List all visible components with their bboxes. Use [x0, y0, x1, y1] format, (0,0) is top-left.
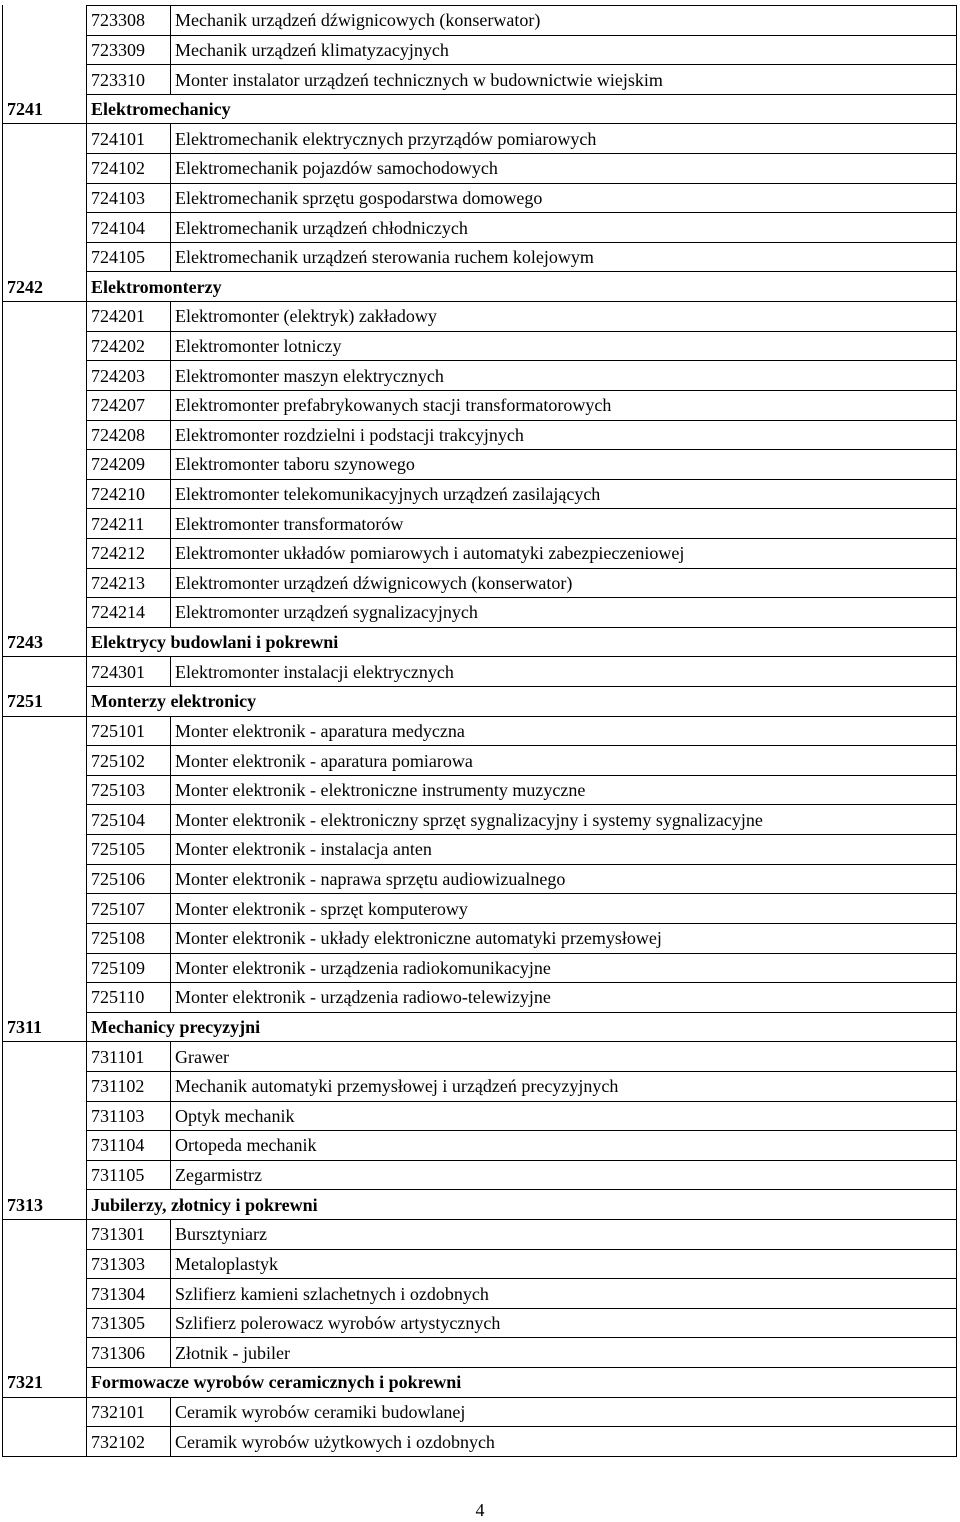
empty-cell: [3, 1160, 87, 1190]
occupation-code: 724213: [87, 568, 171, 598]
occupation-code: 724105: [87, 242, 171, 272]
empty-cell: [3, 1131, 87, 1161]
group-name: Elektromechanicy: [87, 94, 957, 124]
empty-cell: [3, 124, 87, 154]
empty-cell: [3, 1042, 87, 1072]
occupation-code: 724207: [87, 390, 171, 420]
occupation-code: 725101: [87, 716, 171, 746]
occupation-code: 723310: [87, 65, 171, 95]
occupation-row: [3, 1042, 957, 1072]
occupation-name: Elektromonter transformatorów: [171, 509, 957, 539]
occupation-name: Elektromechanik sprzętu gospodarstwa domowego: [171, 183, 957, 213]
occupation-code: 731101: [87, 1042, 171, 1072]
empty-cell: [3, 35, 87, 65]
occupation-row: [3, 242, 957, 272]
occupation-code: 725109: [87, 953, 171, 983]
occupation-name: Złotnik - jubiler: [171, 1338, 957, 1368]
occupation-code: 724104: [87, 213, 171, 243]
occupation-name: Monter elektronik - sprzęt komputerowy: [171, 894, 957, 924]
occupation-code: 725110: [87, 983, 171, 1013]
occupation-name: Szlifierz polerowacz wyrobów artystycznych: [171, 1308, 957, 1338]
occupation-code: 725103: [87, 775, 171, 805]
group-name: Monterzy elektronicy: [87, 687, 957, 717]
group-code: 7251: [3, 687, 87, 717]
occupation-row: [3, 923, 957, 953]
occupation-row: [3, 213, 957, 243]
group-code: 7243: [3, 627, 87, 657]
empty-cell: [3, 479, 87, 509]
empty-cell: [3, 1279, 87, 1309]
occupation-name: Elektromechanik urządzeń chłodniczych: [171, 213, 957, 243]
occupation-row: [3, 154, 957, 184]
group-row: [3, 94, 957, 124]
occupation-name: Mechanik automatyki przemysłowej i urządzeń precyzyjnych: [171, 1071, 957, 1101]
occupation-row: [3, 805, 957, 835]
occupation-code: 724209: [87, 450, 171, 480]
occupation-code: 725108: [87, 923, 171, 953]
occupation-name: Elektromonter lotniczy: [171, 331, 957, 361]
occupation-code: 731103: [87, 1101, 171, 1131]
occupation-code: 724203: [87, 361, 171, 391]
occupation-code-table: [2, 5, 957, 1457]
group-code: 7321: [3, 1368, 87, 1398]
empty-cell: [3, 450, 87, 480]
occupation-name: Elektromonter prefabrykowanych stacji transformatorowych: [171, 390, 957, 420]
group-code: 7311: [3, 1012, 87, 1042]
occupation-row: [3, 1131, 957, 1161]
occupation-name: Elektromonter maszyn elektrycznych: [171, 361, 957, 391]
occupation-name: Optyk mechanik: [171, 1101, 957, 1131]
occupation-code: 731102: [87, 1071, 171, 1101]
occupation-row: [3, 1427, 957, 1457]
occupation-code: 724208: [87, 420, 171, 450]
group-row: [3, 1012, 957, 1042]
occupation-row: [3, 716, 957, 746]
occupation-name: Elektromechanik urządzeń sterowania ruchem kolejowym: [171, 242, 957, 272]
occupation-name: Elektromechanik pojazdów samochodowych: [171, 154, 957, 184]
occupation-name: Monter elektronik - urządzenia radiokomunikacyjne: [171, 953, 957, 983]
group-row: [3, 627, 957, 657]
occupation-name: Monter elektronik - elektroniczne instrumenty muzyczne: [171, 775, 957, 805]
occupation-row: [3, 450, 957, 480]
empty-cell: [3, 1101, 87, 1131]
empty-cell: [3, 894, 87, 924]
occupation-code: 725102: [87, 746, 171, 776]
group-row: [3, 687, 957, 717]
occupation-row: [3, 420, 957, 450]
occupation-name: Ortopeda mechanik: [171, 1131, 957, 1161]
occupation-name: Elektromonter (elektryk) zakładowy: [171, 302, 957, 332]
occupation-code: 732101: [87, 1397, 171, 1427]
occupation-name: Monter elektronik - aparatura medyczna: [171, 716, 957, 746]
occupation-row: [3, 1279, 957, 1309]
empty-cell: [3, 154, 87, 184]
occupation-name: Grawer: [171, 1042, 957, 1072]
empty-cell: [3, 775, 87, 805]
occupation-table-body: [3, 6, 957, 1457]
empty-cell: [3, 331, 87, 361]
occupation-name: Elektromonter układów pomiarowych i automatyki zabezpieczeniowej: [171, 538, 957, 568]
occupation-name: Bursztyniarz: [171, 1219, 957, 1249]
occupation-name: Elektromonter urządzeń sygnalizacyjnych: [171, 598, 957, 628]
group-code: 7241: [3, 94, 87, 124]
occupation-name: Monter elektronik - układy elektroniczne automatyki przemysłowej: [171, 923, 957, 953]
occupation-code: 731104: [87, 1131, 171, 1161]
empty-cell: [3, 242, 87, 272]
occupation-code: 731306: [87, 1338, 171, 1368]
occupation-name: Mechanik urządzeń klimatyzacyjnych: [171, 35, 957, 65]
occupation-name: Mechanik urządzeń dźwignicowych (konserwator): [171, 6, 957, 36]
occupation-code: 725107: [87, 894, 171, 924]
occupation-name: Elektromonter rozdzielni i podstacji trakcyjnych: [171, 420, 957, 450]
empty-cell: [3, 1308, 87, 1338]
occupation-code: 724101: [87, 124, 171, 154]
occupation-name: Elektromonter instalacji elektrycznych: [171, 657, 957, 687]
occupation-name: Ceramik wyrobów użytkowych i ozdobnych: [171, 1427, 957, 1457]
occupation-code: 731301: [87, 1219, 171, 1249]
occupation-row: [3, 598, 957, 628]
occupation-row: [3, 390, 957, 420]
empty-cell: [3, 390, 87, 420]
empty-cell: [3, 213, 87, 243]
occupation-name: Monter elektronik - aparatura pomiarowa: [171, 746, 957, 776]
empty-cell: [3, 923, 87, 953]
occupation-row: [3, 657, 957, 687]
group-name: Mechanicy precyzyjni: [87, 1012, 957, 1042]
empty-cell: [3, 953, 87, 983]
occupation-code: 731304: [87, 1279, 171, 1309]
empty-cell: [3, 983, 87, 1013]
empty-cell: [3, 805, 87, 835]
group-row: [3, 1368, 957, 1398]
occupation-name: Zegarmistrz: [171, 1160, 957, 1190]
group-name: Elektrycy budowlani i pokrewni: [87, 627, 957, 657]
occupation-code: 723308: [87, 6, 171, 36]
group-row: [3, 1190, 957, 1220]
group-code: 7313: [3, 1190, 87, 1220]
empty-cell: [3, 538, 87, 568]
occupation-row: [3, 1338, 957, 1368]
occupation-name: Monter elektronik - elektroniczny sprzęt sygnalizacyjny i systemy sygnalizacyjne: [171, 805, 957, 835]
empty-cell: [3, 6, 87, 36]
occupation-code: 723309: [87, 35, 171, 65]
occupation-name: Monter instalator urządzeń technicznych w budownictwie wiejskim: [171, 65, 957, 95]
occupation-name: Metaloplastyk: [171, 1249, 957, 1279]
empty-cell: [3, 509, 87, 539]
occupation-row: [3, 983, 957, 1013]
occupation-name: Elektromonter urządzeń dźwignicowych (konserwator): [171, 568, 957, 598]
occupation-name: Monter elektronik - naprawa sprzętu audiowizualnego: [171, 864, 957, 894]
occupation-row: [3, 864, 957, 894]
occupation-code: 724103: [87, 183, 171, 213]
occupation-code: 724211: [87, 509, 171, 539]
group-name: Elektromonterzy: [87, 272, 957, 302]
empty-cell: [3, 1249, 87, 1279]
occupation-row: [3, 568, 957, 598]
occupation-row: [3, 894, 957, 924]
occupation-code: 725105: [87, 835, 171, 865]
occupation-row: [3, 1308, 957, 1338]
occupation-row: [3, 331, 957, 361]
occupation-row: [3, 6, 957, 36]
occupation-row: [3, 746, 957, 776]
empty-cell: [3, 746, 87, 776]
empty-cell: [3, 657, 87, 687]
occupation-code: 724202: [87, 331, 171, 361]
empty-cell: [3, 1071, 87, 1101]
occupation-code-table-container: [2, 5, 956, 1457]
occupation-name: Elektromechanik elektrycznych przyrządów pomiarowych: [171, 124, 957, 154]
occupation-code: 731303: [87, 1249, 171, 1279]
empty-cell: [3, 361, 87, 391]
occupation-row: [3, 1249, 957, 1279]
empty-cell: [3, 1397, 87, 1427]
occupation-name: Monter elektronik - instalacja anten: [171, 835, 957, 865]
occupation-row: [3, 124, 957, 154]
occupation-row: [3, 35, 957, 65]
empty-cell: [3, 864, 87, 894]
occupation-row: [3, 1101, 957, 1131]
occupation-code: 725104: [87, 805, 171, 835]
occupation-row: [3, 1071, 957, 1101]
occupation-row: [3, 538, 957, 568]
occupation-row: [3, 183, 957, 213]
occupation-code: 724210: [87, 479, 171, 509]
empty-cell: [3, 1219, 87, 1249]
occupation-code: 732102: [87, 1427, 171, 1457]
occupation-code: 724301: [87, 657, 171, 687]
empty-cell: [3, 835, 87, 865]
occupation-row: [3, 479, 957, 509]
occupation-code: 724102: [87, 154, 171, 184]
occupation-code: 724212: [87, 538, 171, 568]
group-name: Formowacze wyrobów ceramicznych i pokrewni: [87, 1368, 957, 1398]
occupation-name: Elektromonter taboru szynowego: [171, 450, 957, 480]
group-name: Jubilerzy, złotnicy i pokrewni: [87, 1190, 957, 1220]
occupation-row: [3, 1219, 957, 1249]
empty-cell: [3, 598, 87, 628]
occupation-name: Szlifierz kamieni szlachetnych i ozdobnych: [171, 1279, 957, 1309]
empty-cell: [3, 183, 87, 213]
occupation-name: Elektromonter telekomunikacyjnych urządzeń zasilających: [171, 479, 957, 509]
empty-cell: [3, 568, 87, 598]
occupation-row: [3, 775, 957, 805]
occupation-name: Monter elektronik - urządzenia radiowo-telewizyjne: [171, 983, 957, 1013]
empty-cell: [3, 420, 87, 450]
occupation-code: 731305: [87, 1308, 171, 1338]
page-number: 4: [475, 1500, 485, 1520]
occupation-code: 724214: [87, 598, 171, 628]
empty-cell: [3, 1427, 87, 1457]
empty-cell: [3, 716, 87, 746]
occupation-code: 725106: [87, 864, 171, 894]
empty-cell: [3, 1338, 87, 1368]
group-code: 7242: [3, 272, 87, 302]
occupation-row: [3, 65, 957, 95]
occupation-row: [3, 1160, 957, 1190]
empty-cell: [3, 65, 87, 95]
occupation-row: [3, 361, 957, 391]
group-row: [3, 272, 957, 302]
empty-cell: [3, 302, 87, 332]
occupation-row: [3, 509, 957, 539]
occupation-code: 731105: [87, 1160, 171, 1190]
occupation-name: Ceramik wyrobów ceramiki budowlanej: [171, 1397, 957, 1427]
occupation-row: [3, 1397, 957, 1427]
occupation-row: [3, 302, 957, 332]
occupation-code: 724201: [87, 302, 171, 332]
occupation-row: [3, 953, 957, 983]
occupation-row: [3, 835, 957, 865]
